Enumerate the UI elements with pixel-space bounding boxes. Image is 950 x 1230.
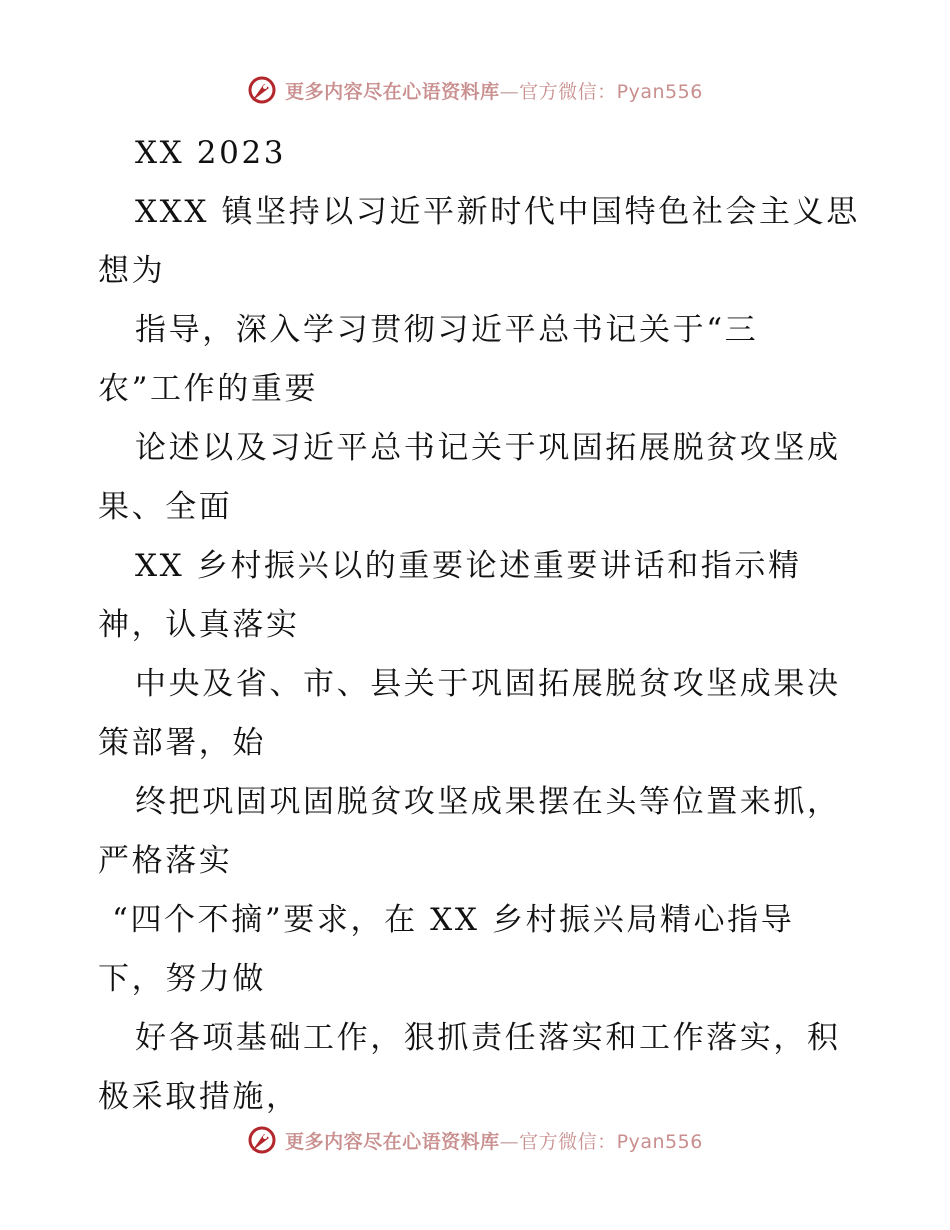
pen-nib-logo-icon [247,75,277,105]
document-body [98,124,858,1127]
doc-line: 好各项基础工作，狠抓责任落实和工作落实，积 [135,1020,841,1056]
doc-line: XX 2023 [135,135,287,171]
doc-line: 终把巩固巩固脱贫攻坚成果摆在头等位置来抓， [135,784,841,820]
pen-nib-logo-icon [247,1125,277,1155]
doc-line: 果、全面 [98,489,233,525]
doc-line: 下，努力做 [98,961,266,997]
watermark-text: 更多内容尽在心语资料库—官方微信：Pyan556 [285,80,703,103]
header-watermark [0,70,950,110]
doc-line: 农”工作的重要 [98,371,319,407]
doc-line: 神，认真落实 [98,607,300,643]
doc-line: 中央及省、市、县关于巩固拓展脱贫攻坚成果决 [135,666,841,702]
doc-line: 指导，深入学习贯彻习近平总书记关于“三 [135,312,759,348]
doc-line: 策部署，始 [98,725,266,761]
doc-line: XX 乡村振兴以的重要论述重要讲话和指示精 [135,548,802,584]
doc-line: 严格落实 [98,843,233,879]
footer-watermark [0,1120,950,1160]
doc-line: “四个不摘”要求，在 XX 乡村振兴局精心指导 [112,902,795,938]
doc-line: XXX 镇坚持以习近平新时代中国特色社会主义思 [135,194,860,230]
doc-line: 论述以及习近平总书记关于巩固拓展脱贫攻坚成 [135,430,841,466]
watermark-text: 更多内容尽在心语资料库—官方微信：Pyan556 [285,1130,703,1153]
doc-line: 想为 [98,253,166,289]
doc-line: 极采取措施， [98,1079,300,1115]
